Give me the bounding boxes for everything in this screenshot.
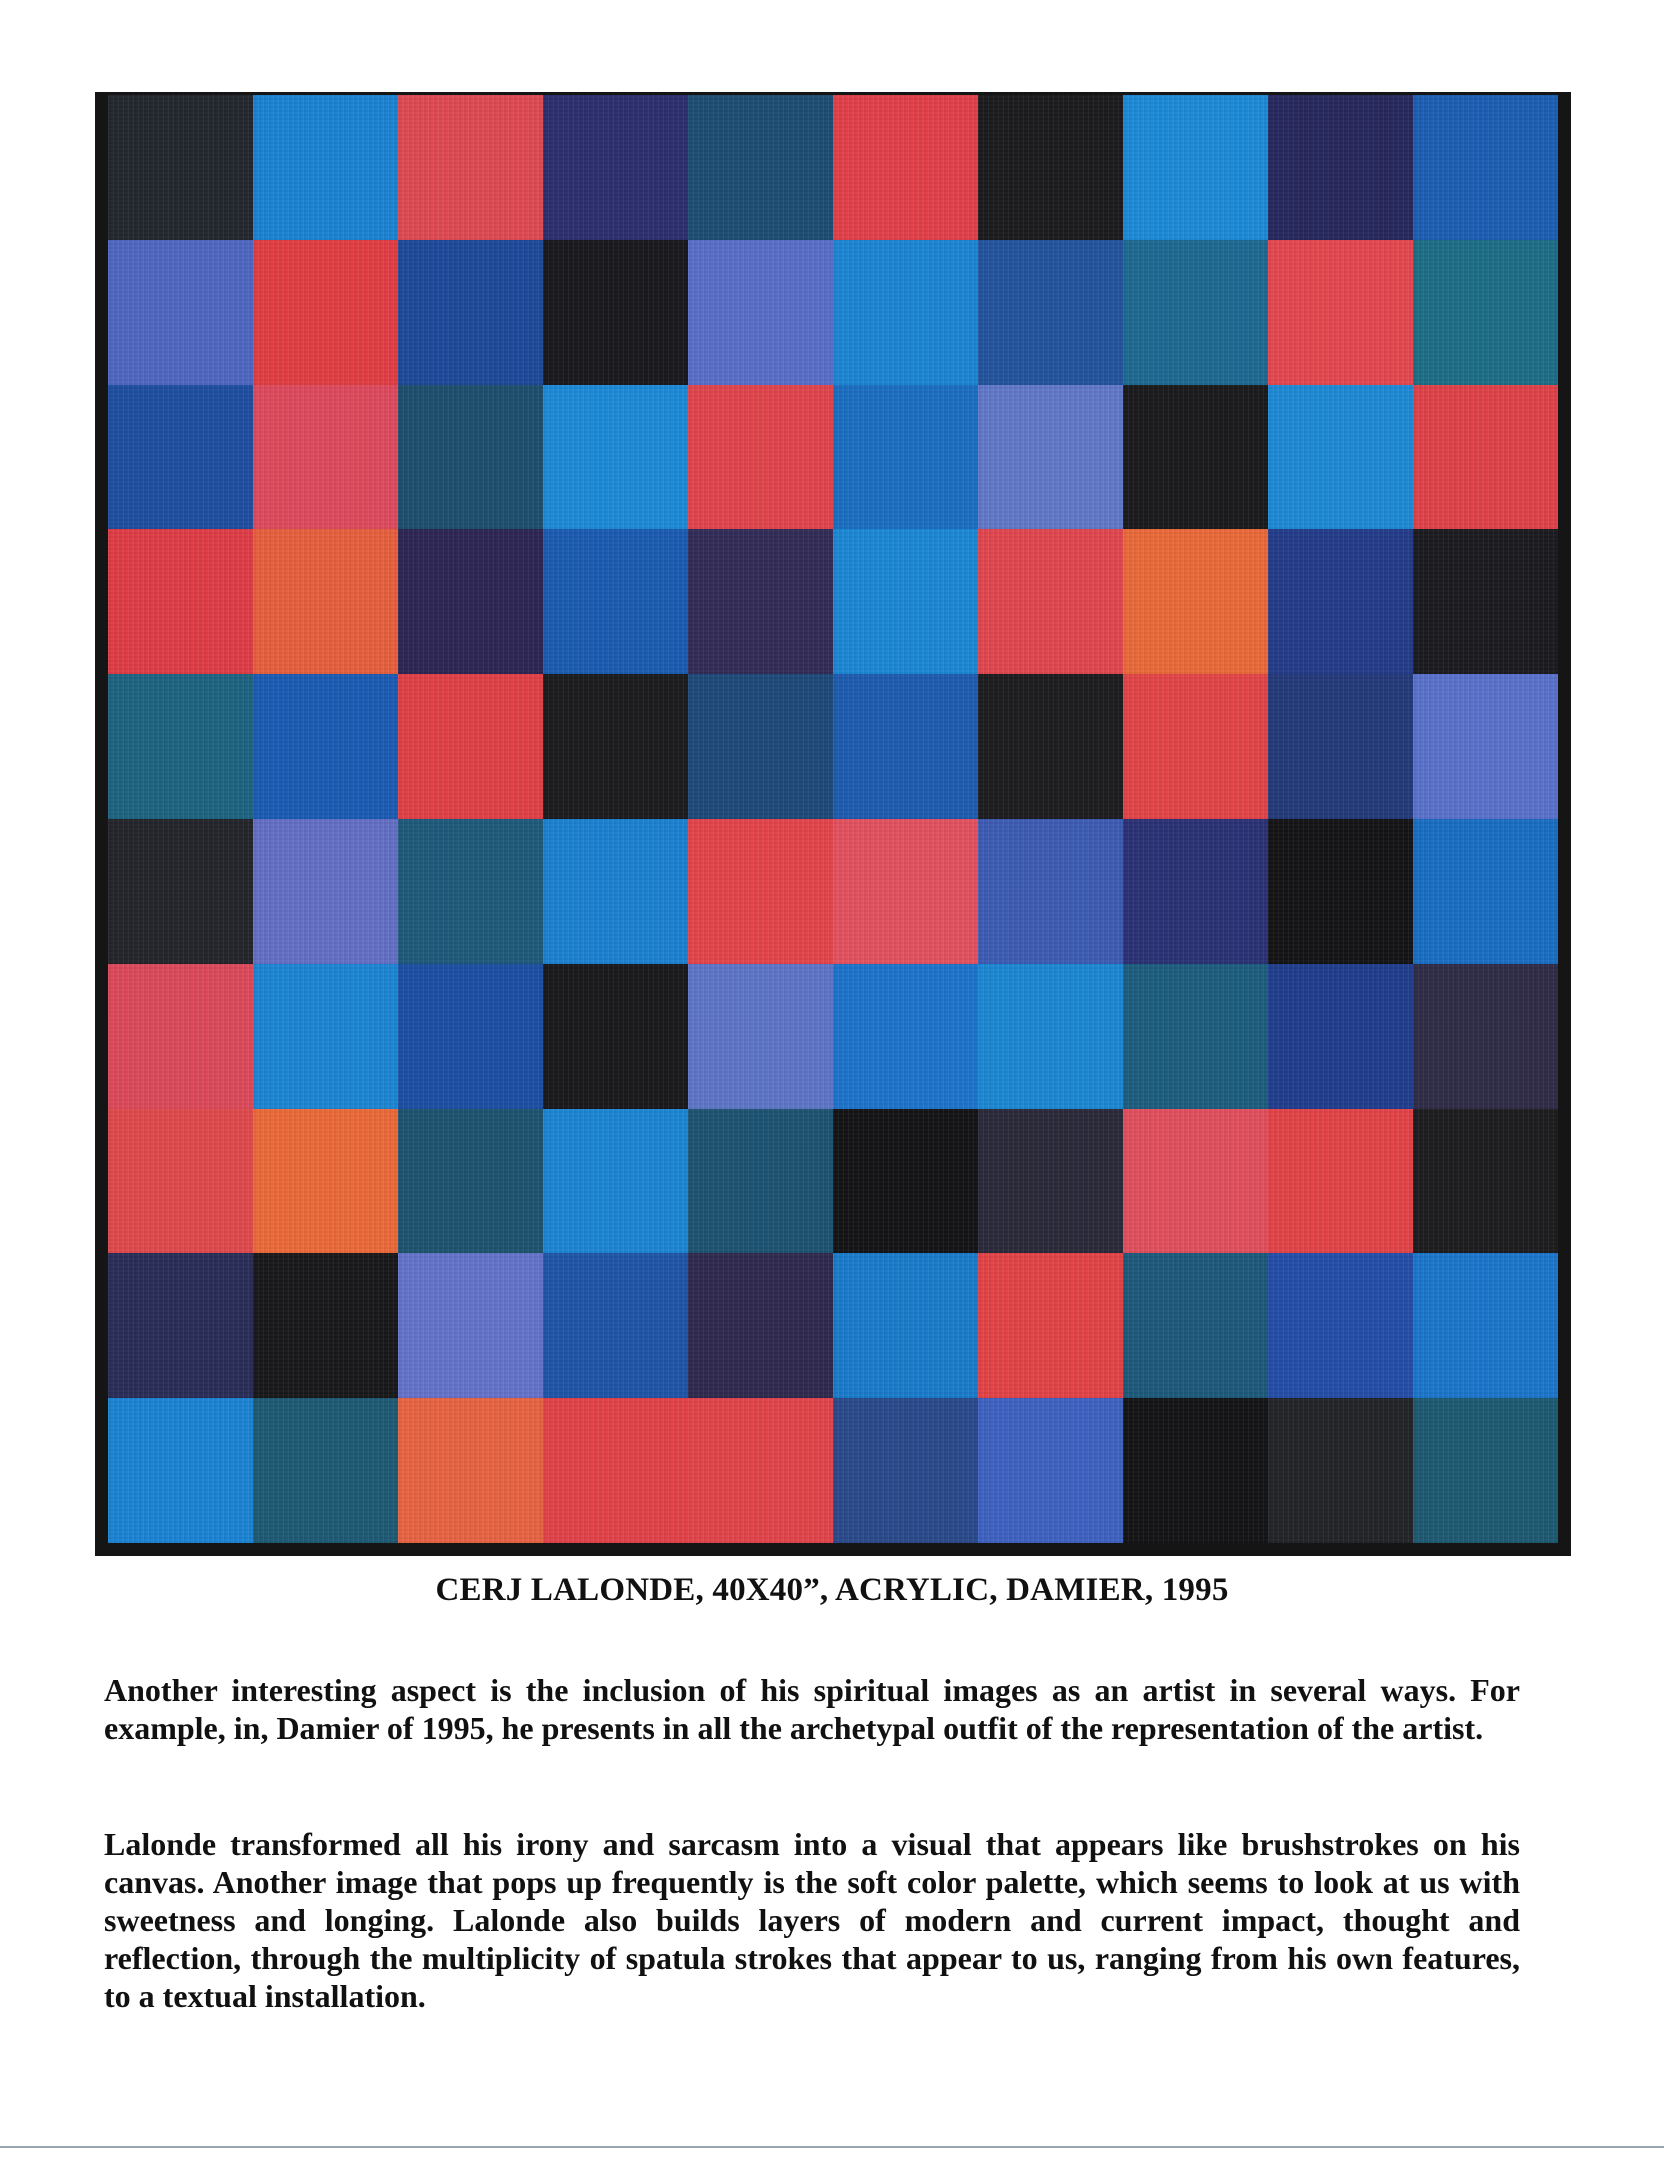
painting-square bbox=[1413, 240, 1558, 385]
painting-square bbox=[978, 1398, 1123, 1543]
painting-square bbox=[398, 529, 543, 674]
painting-square bbox=[108, 1398, 253, 1543]
painting-square bbox=[398, 1109, 543, 1254]
painting-square bbox=[978, 819, 1123, 964]
painting-square bbox=[833, 385, 978, 530]
painting-square bbox=[108, 964, 253, 1109]
painting-square bbox=[543, 1398, 688, 1543]
painting-square bbox=[833, 529, 978, 674]
painting-square bbox=[978, 674, 1123, 819]
painting-square bbox=[253, 819, 398, 964]
painting-square bbox=[543, 529, 688, 674]
painting-square bbox=[1413, 1253, 1558, 1398]
painting-square bbox=[688, 1109, 833, 1254]
painting-square bbox=[1413, 964, 1558, 1109]
painting-square bbox=[688, 385, 833, 530]
painting-square bbox=[833, 964, 978, 1109]
painting-square bbox=[978, 240, 1123, 385]
painting-square bbox=[1268, 1109, 1413, 1254]
painting-square bbox=[253, 529, 398, 674]
painting-square bbox=[398, 674, 543, 819]
painting-square bbox=[688, 240, 833, 385]
painting-square bbox=[543, 1109, 688, 1254]
painting-square bbox=[1413, 674, 1558, 819]
painting-square bbox=[108, 385, 253, 530]
painting-square bbox=[1123, 95, 1268, 240]
painting-square bbox=[253, 1109, 398, 1254]
painting-square bbox=[108, 1253, 253, 1398]
painting-square bbox=[1123, 240, 1268, 385]
painting-square bbox=[398, 964, 543, 1109]
painting-square bbox=[1268, 1253, 1413, 1398]
painting-square bbox=[688, 819, 833, 964]
painting-square bbox=[108, 1109, 253, 1254]
painting-square bbox=[253, 385, 398, 530]
painting-square bbox=[543, 240, 688, 385]
painting-square bbox=[1123, 964, 1268, 1109]
painting-square bbox=[253, 1253, 398, 1398]
painting-square bbox=[398, 819, 543, 964]
painting-square bbox=[398, 1253, 543, 1398]
painting-square bbox=[543, 1253, 688, 1398]
painting-square bbox=[543, 674, 688, 819]
painting-image bbox=[95, 92, 1571, 1556]
painting-square bbox=[1123, 674, 1268, 819]
painting-square bbox=[833, 95, 978, 240]
painting-square bbox=[253, 674, 398, 819]
painting-square bbox=[253, 964, 398, 1109]
painting-square bbox=[978, 964, 1123, 1109]
painting-square bbox=[1123, 1253, 1268, 1398]
painting-square bbox=[1123, 529, 1268, 674]
painting-square bbox=[1413, 385, 1558, 530]
painting-square bbox=[108, 95, 253, 240]
painting-square bbox=[398, 240, 543, 385]
painting-square bbox=[688, 1253, 833, 1398]
painting-square bbox=[978, 95, 1123, 240]
painting-square bbox=[543, 819, 688, 964]
painting-square bbox=[688, 674, 833, 819]
painting-square bbox=[1123, 1398, 1268, 1543]
painting-square bbox=[1413, 1109, 1558, 1254]
painting-square bbox=[1413, 95, 1558, 240]
checkerboard-painting bbox=[108, 95, 1558, 1543]
painting-square bbox=[543, 964, 688, 1109]
painting-square bbox=[1123, 1109, 1268, 1254]
painting-square bbox=[833, 1253, 978, 1398]
painting-square bbox=[253, 240, 398, 385]
painting-square bbox=[1268, 385, 1413, 530]
painting-square bbox=[1123, 385, 1268, 530]
painting-square bbox=[978, 1109, 1123, 1254]
painting-square bbox=[688, 1398, 833, 1543]
painting-square bbox=[1268, 1398, 1413, 1543]
painting-square bbox=[398, 95, 543, 240]
painting-square bbox=[253, 1398, 398, 1543]
painting-square bbox=[1268, 819, 1413, 964]
painting-square bbox=[398, 1398, 543, 1543]
painting-square bbox=[688, 529, 833, 674]
painting-square bbox=[833, 1398, 978, 1543]
painting-square bbox=[1123, 819, 1268, 964]
painting-square bbox=[253, 95, 398, 240]
painting-square bbox=[398, 385, 543, 530]
painting-square bbox=[978, 385, 1123, 530]
painting-square bbox=[108, 240, 253, 385]
painting-square bbox=[1413, 819, 1558, 964]
painting-square bbox=[1268, 529, 1413, 674]
painting-square bbox=[688, 95, 833, 240]
page-bottom-rule bbox=[0, 2146, 1664, 2148]
body-paragraph-2: Lalonde transformed all his irony and sarcasm into a visual that appears like brushstrokes on his canvas. Another image that pops up frequently is the soft color palette, which seems to look at us with sweetness and longing. Lalonde also builds layers of modern and current impact, thought and reflection, through the multiplicity of spatula strokes that appear to us, ranging from his own features, to a textual installation. bbox=[104, 1826, 1520, 2014]
painting-square bbox=[1268, 95, 1413, 240]
painting-square bbox=[1413, 1398, 1558, 1543]
painting-square bbox=[108, 674, 253, 819]
painting-square bbox=[1268, 674, 1413, 819]
body-paragraph-1: Another interesting aspect is the inclusion of his spiritual images as an artist in several ways. For example, in, Damier of 1995, he presents in all the archetypal outfit of the representation of the artist. bbox=[104, 1672, 1520, 1746]
painting-square bbox=[833, 1109, 978, 1254]
painting-square bbox=[978, 529, 1123, 674]
painting-square bbox=[1413, 529, 1558, 674]
painting-square bbox=[688, 964, 833, 1109]
painting-caption: CERJ LALONDE, 40X40”, ACRYLIC, DAMIER, 1995 bbox=[435, 1572, 1229, 1608]
painting-square bbox=[108, 819, 253, 964]
painting-square bbox=[1268, 964, 1413, 1109]
painting-square bbox=[833, 240, 978, 385]
painting-square bbox=[978, 1253, 1123, 1398]
painting-square bbox=[1268, 240, 1413, 385]
painting-square bbox=[108, 529, 253, 674]
painting-square bbox=[543, 95, 688, 240]
painting-square bbox=[543, 385, 688, 530]
painting-square bbox=[833, 819, 978, 964]
painting-square bbox=[833, 674, 978, 819]
